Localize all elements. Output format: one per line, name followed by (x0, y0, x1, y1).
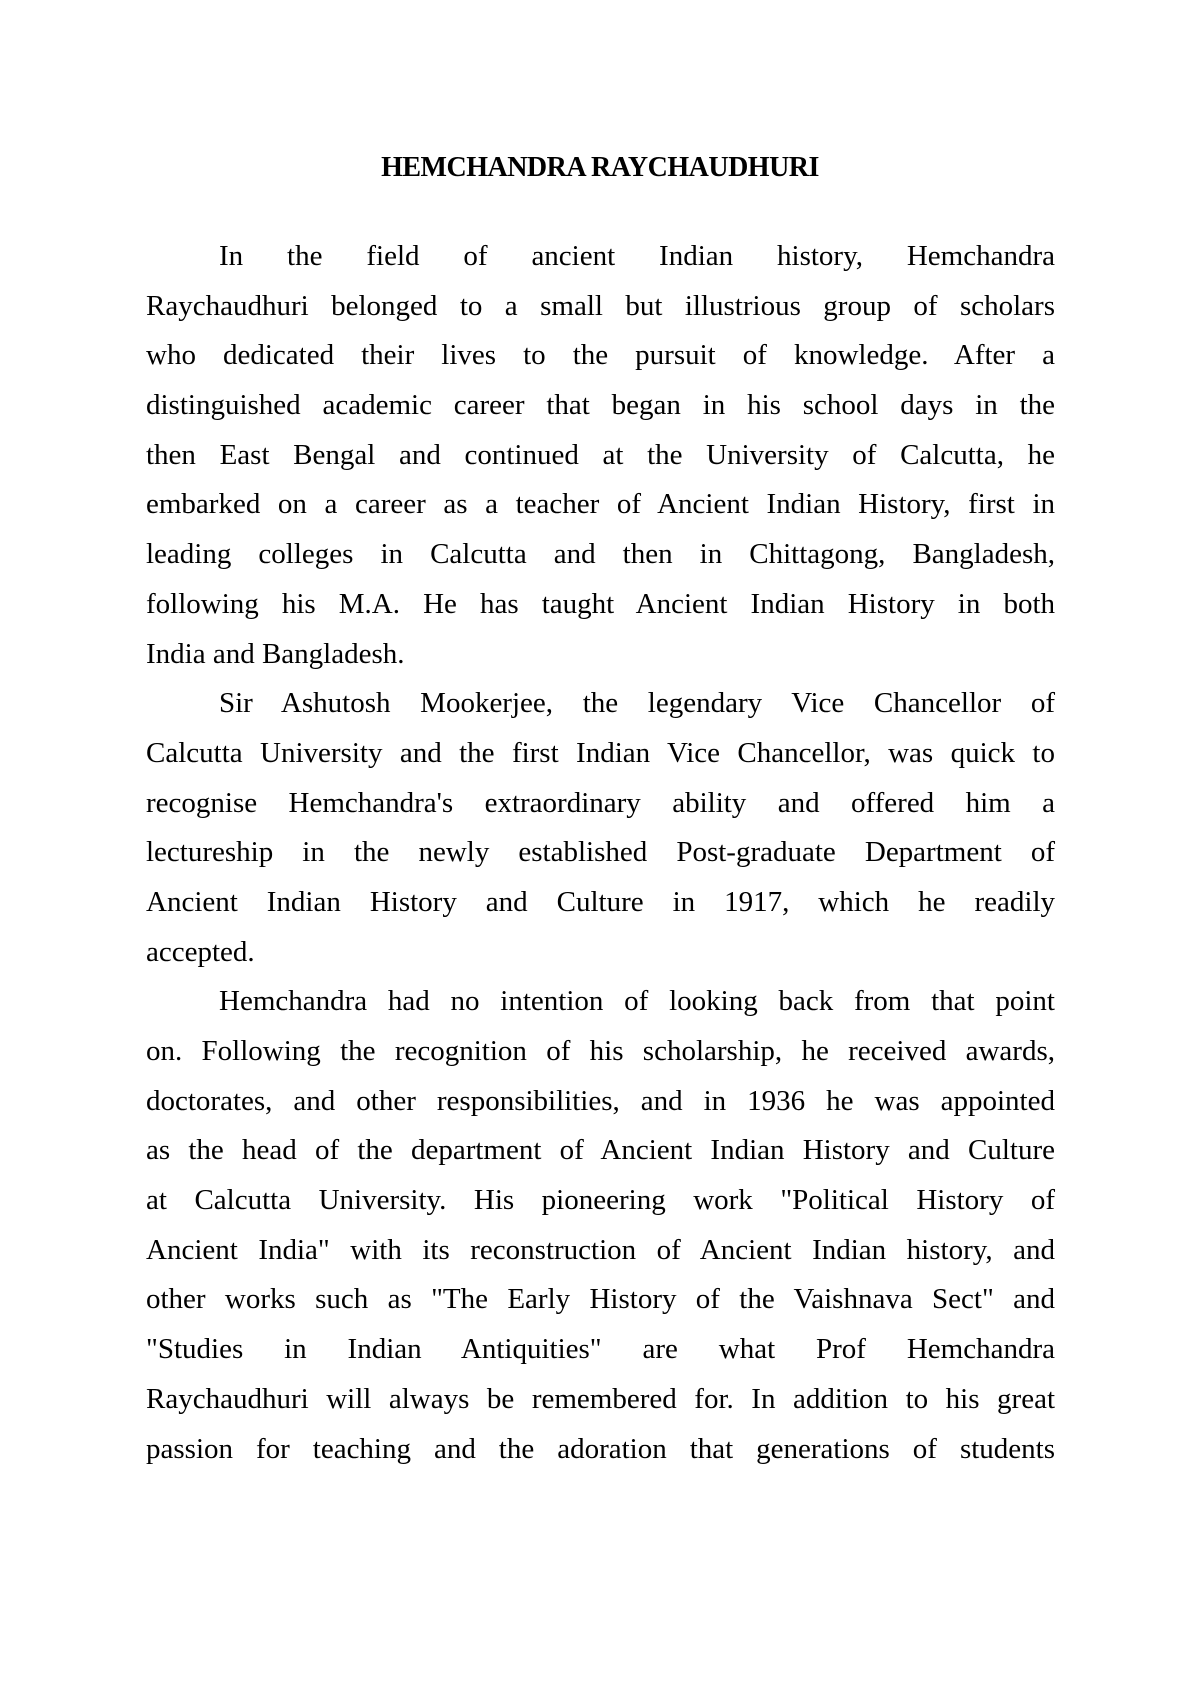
text-line: on. Following the recognition of his scholarship, he received awards, (146, 1035, 1055, 1067)
text-line: doctorates, and other responsibilities, and in 1936 he was appointed (146, 1084, 1055, 1117)
text-line: who dedicated their lives to the pursuit of knowledge. After a (146, 339, 1055, 372)
text-line: Ancient Indian History and Culture in 1917, which he readily (146, 885, 1055, 918)
text-line: accepted. (146, 935, 255, 968)
text-line: recognise Hemchandra's extraordinary ability and offered him a (146, 786, 1055, 819)
text-line: following his M.A. He has taught Ancient Indian History in both (146, 587, 1055, 620)
text-line: Calcutta University and the first Indian Vice Chancellor, was quick to (146, 736, 1055, 769)
text-line: then East Bengal and continued at the University of Calcutta, he (146, 438, 1055, 471)
text-line: India and Bangladesh. (146, 637, 405, 670)
text-line: distinguished academic career that began in his school days in the (146, 389, 1055, 422)
text-line: "Studies in Indian Antiquities" are what Prof Hemchandra (146, 1333, 1055, 1366)
document-body (146, 232, 1055, 1474)
text-line: Ancient India" with its reconstruction of Ancient Indian history, and (146, 1233, 1055, 1266)
text-line: at Calcutta University. His pioneering work "Political History of (146, 1184, 1055, 1217)
text-line: Hemchandra had no intention of looking back from that point (219, 985, 1055, 1018)
paragraph (146, 679, 1055, 977)
document-title: HEMCHANDRA RAYCHAUDHURI (381, 152, 819, 183)
text-line: In the field of ancient Indian history, Hemchandra (219, 240, 1055, 272)
text-line: Raychaudhuri belonged to a small but illustrious group of scholars (146, 289, 1055, 322)
text-line: Raychaudhuri will always be remembered for. In addition to his great (146, 1382, 1055, 1415)
text-line: embarked on a career as a teacher of Ancient Indian History, first in (146, 488, 1055, 521)
text-line: leading colleges in Calcutta and then in Chittagong, Bangladesh, (146, 538, 1055, 571)
paragraph (146, 232, 1055, 679)
text-line: other works such as "The Early History of the Vaishnava Sect" and (146, 1283, 1055, 1316)
text-line: as the head of the department of Ancient Indian History and Culture (146, 1134, 1055, 1167)
text-line: passion for teaching and the adoration that generations of students (146, 1432, 1055, 1465)
text-line: lectureship in the newly established Post-graduate Department of (146, 836, 1055, 869)
paragraph (146, 977, 1055, 1474)
text-line: Sir Ashutosh Mookerjee, the legendary Vice Chancellor of (219, 687, 1055, 720)
